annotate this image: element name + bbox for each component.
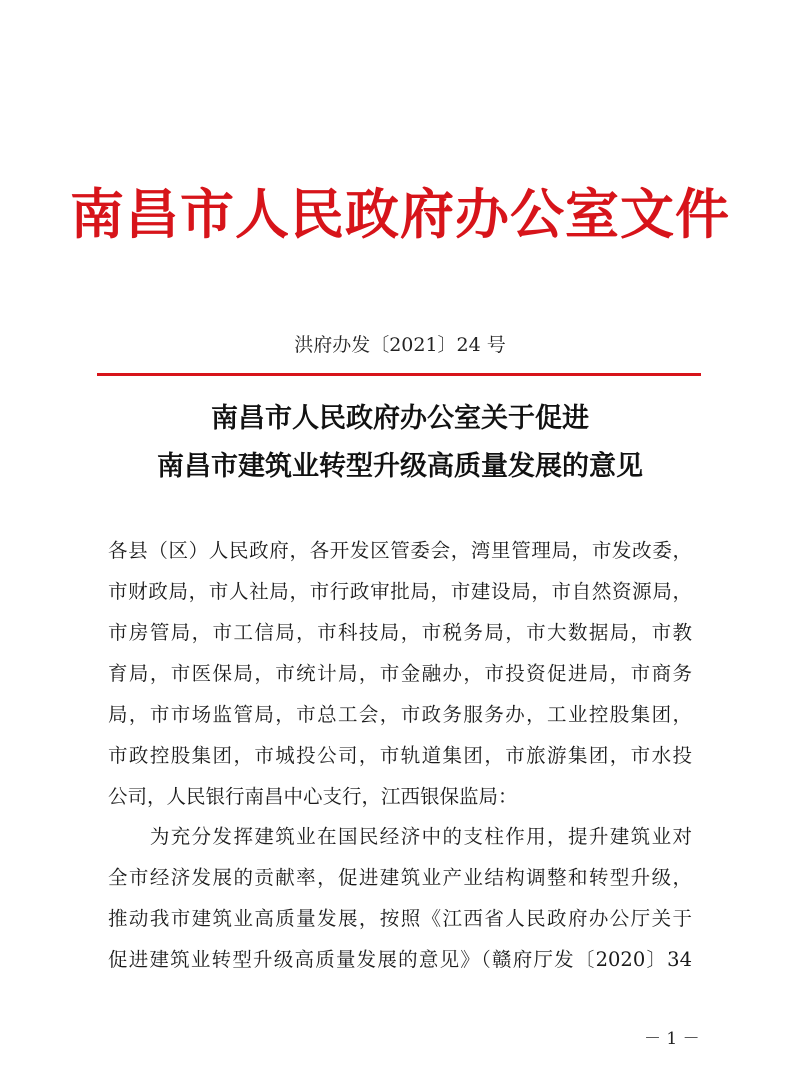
recipients-line: 市政控股集团，市城投公司，市轨道集团，市旅游集团，市水投 bbox=[108, 744, 692, 767]
document-title-line-1: 南昌市人民政府办公室关于促进 bbox=[211, 403, 589, 434]
page-number: － 1 － bbox=[644, 1029, 700, 1049]
paragraph-line: 为充分发挥建筑业在国民经济中的支柱作用，提升建筑业对 bbox=[108, 825, 692, 848]
paragraph-line: 促进建筑业转型升级高质量发展的意见》（赣府厅发〔2020〕34 bbox=[108, 948, 692, 971]
red-divider-line bbox=[97, 373, 701, 376]
recipients-block bbox=[108, 530, 692, 817]
paragraph-line: 推动我市建筑业高质量发展，按照《江西省人民政府办公厅关于 bbox=[108, 907, 692, 930]
recipients-line: 公司，人民银行南昌中心支行，江西银保监局： bbox=[108, 785, 518, 808]
paragraph-line: 全市经济发展的贡献率，促进建筑业产业结构调整和转型升级， bbox=[108, 866, 692, 889]
recipients-line: 局，市市场监管局，市总工会，市政务服务办，工业控股集团， bbox=[108, 703, 692, 726]
document-title-line-2: 南昌市建筑业转型升级高质量发展的意见 bbox=[157, 451, 643, 482]
issuer-title: 南昌市人民政府办公室文件 bbox=[70, 183, 730, 246]
body-paragraph bbox=[108, 816, 692, 980]
recipients-line: 育局，市医保局，市统计局，市金融办，市投资促进局，市商务 bbox=[108, 662, 692, 685]
recipients-line: 各县（区）人民政府，各开发区管委会，湾里管理局，市发改委， bbox=[108, 539, 692, 562]
document-number: 洪府办发〔2021〕24 号 bbox=[294, 334, 506, 356]
recipients-line: 市财政局，市人社局，市行政审批局，市建设局，市自然资源局， bbox=[108, 580, 692, 603]
recipients-line: 市房管局，市工信局，市科技局，市税务局，市大数据局，市教 bbox=[108, 621, 692, 644]
